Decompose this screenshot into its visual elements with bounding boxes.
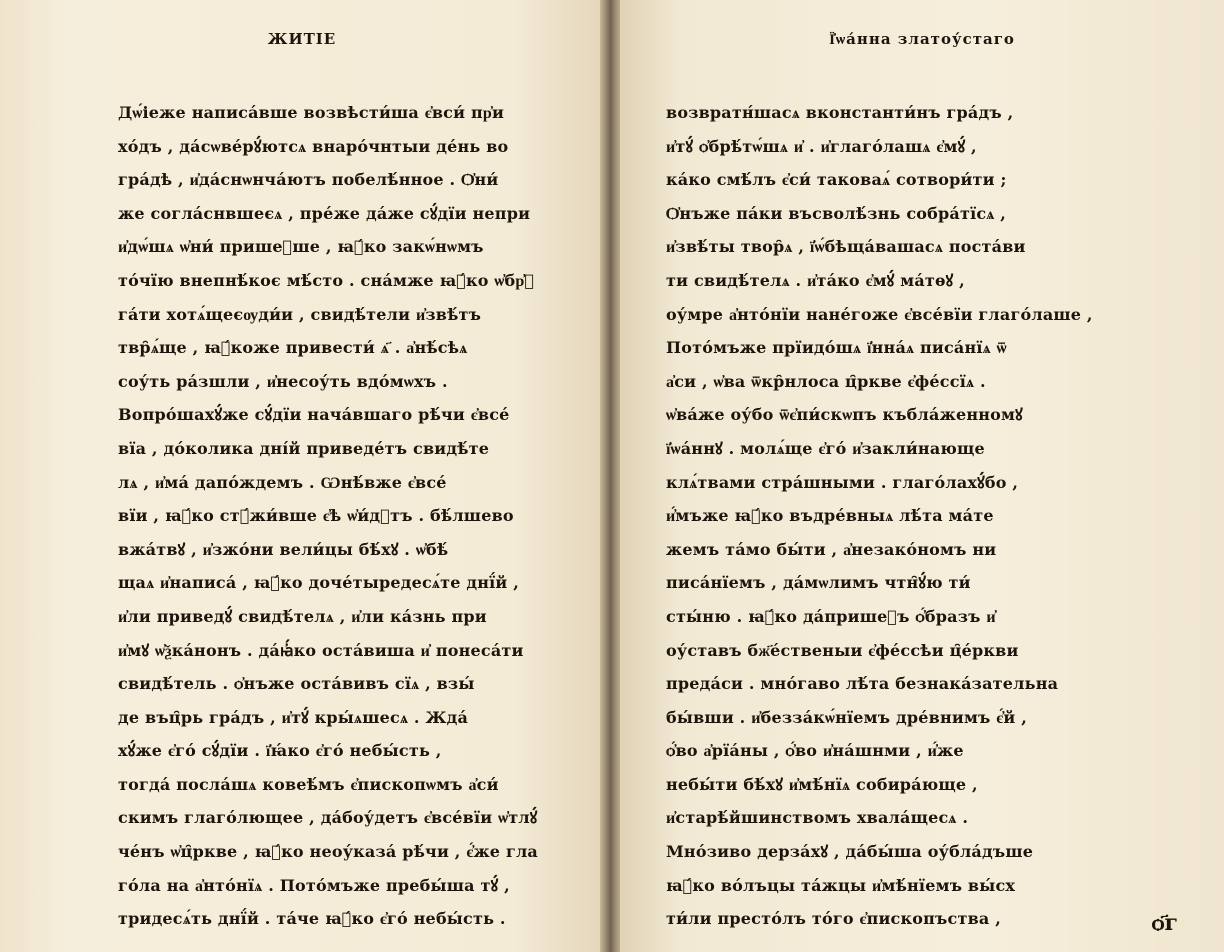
text-line: преда́си . мно́гаво лѣ́та безнака́зательна bbox=[666, 674, 1059, 694]
text-line: и҆ли приведꙋ́ свидѣ́телѧ , и҆ли ка́знь при bbox=[118, 606, 487, 626]
text-line: вжа́твꙋ , и҆зжо́ни вели́цы бѣ́хꙋ . ѡ҆бѣ́ bbox=[118, 539, 449, 559]
text-line: ѻ҆́во а҆рїа́ны , ѻ҆́во и҆на́шнми , и҆́же bbox=[666, 741, 964, 761]
text-line: соу́ть ра́зшли , и҆несоу́ть вдо́мѡхъ . bbox=[118, 371, 448, 391]
text-line: де въц̑рь гра́дъ , и҆тꙋ́ кры́ѧшесѧ . Жда́ bbox=[118, 707, 469, 727]
text-line: хꙋ́же є҆го́ сꙋ́дїи . ї҆ꙗ́ко є҆го́ небы́сть , bbox=[118, 741, 442, 761]
text-line: Дѡ́іеже написа́вше возвѣсти́ша є҆вси́ пр҆и bbox=[118, 103, 505, 122]
text-line: свидѣ́тель . ѻ҆нъже оста́вивъ сїѧ , взы́ bbox=[118, 674, 475, 694]
text-line: Вопро́шахꙋ́же сꙋ́дїи нача́вшаго рѣ́чи є҆все́ bbox=[118, 405, 510, 425]
text-line: га́ти хотѧ́щеєѹди́и , свидѣ́тели и҆звѣ́тъ bbox=[118, 304, 482, 324]
text-line: ти свидѣ́телѧ . и҆та́ко є҆мꙋ́ ма́тѳꙋ , bbox=[666, 270, 965, 290]
text-line: Ѻ҆нъже па́ки въсволѣ́знь собра́тїсѧ , bbox=[666, 203, 1007, 223]
text-line: возвратн́шасѧ вконстанти́нъ гра́дъ , bbox=[666, 103, 1014, 122]
text-line: ꙗ҆́ко во́лъцы та́жцы и҆мѣ́нїемъ вы́сх bbox=[666, 875, 1016, 895]
text-line: тридесѧ́ть днї́й . та́че ꙗ҆́ко є҆го́ небы́сть . bbox=[118, 909, 506, 929]
text-line: ѡ҆ва́же оу́бо ѿє҆пи́скѡпъ къбла́женномꙋ bbox=[666, 405, 1023, 425]
text-line: жемъ та́мо бы́ти , а҆незако́номъ ни bbox=[666, 539, 997, 559]
text-line: же согла́снвшеєѧ , пре́же да́же сꙋ́дїи непри bbox=[118, 203, 531, 223]
text-line: ка́ко смѣ́лъ є҆си́ таковаѧ́ сотвори́ти ; bbox=[666, 170, 1007, 190]
text-line: сты́ню . ꙗ҆́ко да́пришеⷣъ ѻ҆́бразъ и҆ bbox=[666, 606, 996, 626]
text-line: Мно́зиво дерза́хꙋ , да́бы́ша оу́бла́дъше bbox=[666, 842, 1034, 862]
text-line: ї҆ѡа́ннꙋ . молѧ́ще є҆го́ и҆закли́нающе bbox=[666, 438, 985, 458]
text-line: оу́мре а҆нто́нїи нане́гоже є҆все́вїи глаго́лаше , bbox=[666, 304, 1093, 324]
text-line: ти́ли престо́лъ то́го є҆пископъства , bbox=[666, 909, 1001, 929]
left-text-block bbox=[118, 96, 580, 936]
right-text-block bbox=[666, 96, 1136, 936]
text-line: а҆си , ѡ҆ва ѿкр̑нлоса ц̑ркве є҆фе́ссїѧ . bbox=[666, 371, 986, 391]
text-line: и҆старѣ́йшинствомъ хвала́щесѧ . bbox=[666, 808, 969, 828]
text-line: тогда́ посла́шѧ ковеѣ́мъ є҆пископѡмъ а҆си́ bbox=[118, 774, 499, 794]
text-line: бы́вши . и҆безза́кѡ́нїемъ дре́внимъ є҆́й , bbox=[666, 707, 1028, 727]
text-line: то́чїю внепнѣ́коє мѣ́сто . сна́мже ꙗ҆́ко ѡ҆бр҆ꙋ bbox=[118, 270, 535, 290]
page-number: ѻ҃г bbox=[1151, 910, 1178, 936]
left-running-head: ЖИТІЕ bbox=[267, 30, 337, 48]
right-running-head: Ї҆ѡа́нна златоу́стаго bbox=[829, 30, 1015, 48]
text-line: твр̑ѧ́ще , ꙗ҆́коже привести́ ѧ҃ . а҆нѣ́сѣѧ bbox=[118, 338, 468, 358]
text-line: оу́ставъ бж҃е́ственыи є҆фе́ссѣи ц̑е́ркви bbox=[666, 640, 1019, 660]
text-line: хо́дъ , да́сѡве́рꙋ́ютсѧ внаро́чнтыи де́нь во bbox=[118, 136, 509, 156]
text-line: Пото́мъже прїидо́шѧ ї҆нна́ѧ писа́нїѧ ѿ bbox=[666, 338, 1007, 358]
text-line: че́нъ ѡ҆ц̑ркве , ꙗ҆́ко неоу́каза́ рѣ́чи , є҆́же гла bbox=[118, 842, 539, 862]
text-line: и҆мꙋ ѡ҆ѯка́нонъ . да́ꙗ҆́ко оста́виша и҆ понеса́ти bbox=[118, 640, 524, 660]
text-line: небы́ти бѣ́хꙋ и҆мѣ́нїѧ собира́юще , bbox=[666, 774, 978, 794]
text-line: скимъ глаго́лющее , да́боу́детъ є҆все́вїи ѡ҆тлꙋ́ bbox=[118, 808, 538, 828]
text-line: го́ла на а҆нто́нїѧ . Пото́мъже пребы́ша тꙋ́ , bbox=[118, 875, 510, 895]
text-line: и҆дѡ́шѧ ѡ҆ни́ пришеⷣше , ꙗ҆́ко закѡ́нѡмъ bbox=[118, 237, 484, 257]
text-line: писа́нїемъ , да́мѡлимъ чтн̑ꙋ́ю ти́ bbox=[666, 573, 971, 593]
text-line: вїи , ꙗ҆́ко стꙋ́жи́вше є҆ѣ ѡ҆и́дꙋтъ . бѣ́лшево bbox=[118, 506, 514, 526]
text-line: лѧ , и҆ма́ дапо́ждемъ . Ѡнѣ́вже є҆все́ bbox=[118, 472, 447, 492]
left-page bbox=[0, 0, 604, 952]
text-line: клѧ́твами стра́шными . глаго́лахꙋ́бо , bbox=[666, 472, 1019, 492]
text-line: вїа , до́колика дні́й приведе́тъ свидѣ́те bbox=[118, 438, 490, 458]
text-line: и҆звѣ́ты твор̑ѧ , ї҆ѡ́бѣща́вашасѧ поста́ви bbox=[666, 237, 1026, 257]
text-line: гра́дѣ , и҆да́снѡнча́ютъ побелѣ́нное . Ѻ҆ни́ bbox=[118, 170, 499, 190]
text-line: щаѧ и҆написа́ , ꙗ҆́ко доче́тыредесѧ́те днї́й , bbox=[118, 573, 520, 593]
text-line: и҆́мъже ꙗ҆́ко въдре́вныѧ лѣ́та ма́те bbox=[666, 506, 994, 526]
right-page bbox=[620, 0, 1224, 952]
text-line: и҆тꙋ́ ѻ҆брѣ́тѡ́шѧ и҆ . и҆глаго́лашѧ є҆мꙋ́ , bbox=[666, 136, 977, 156]
